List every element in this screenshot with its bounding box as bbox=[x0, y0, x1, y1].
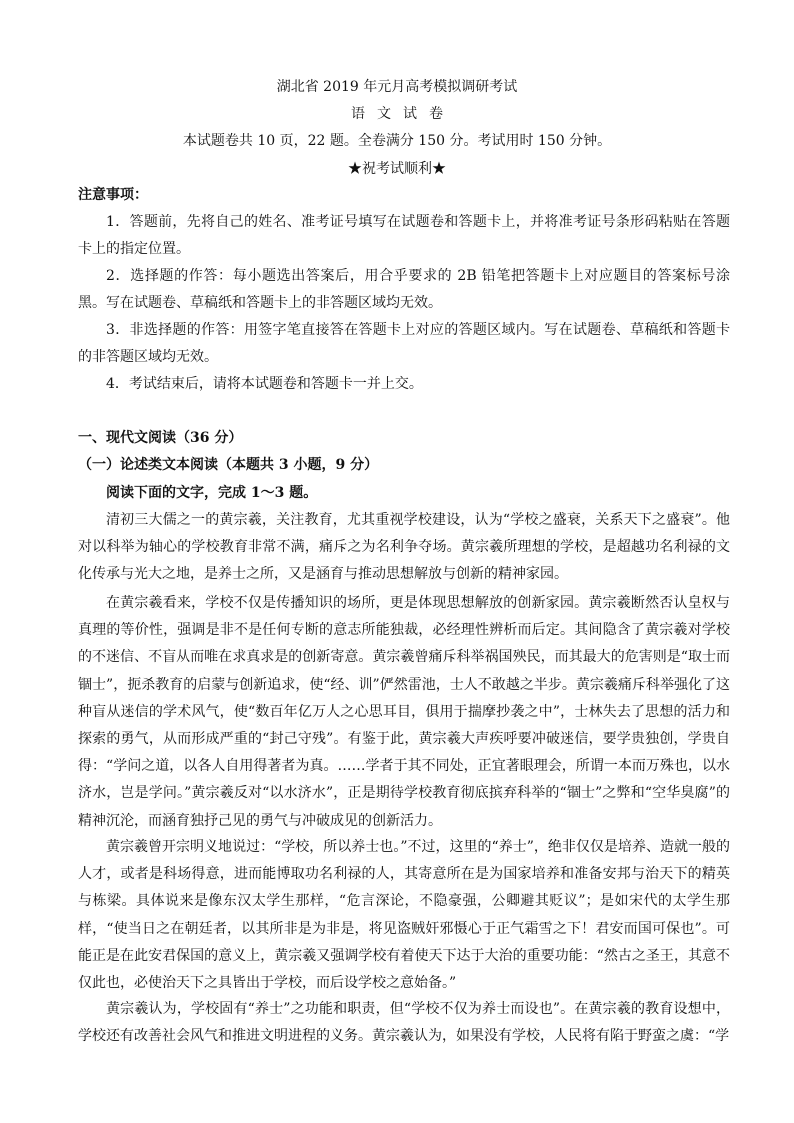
exam-title: 湖北省 2019 年元月高考模拟调研考试 bbox=[276, 79, 518, 95]
notice-heading: 注意事项： bbox=[78, 187, 148, 203]
exam-info: 本试题卷共 10 页，22 题。全卷满分 150 分。考试用时 150 分钟。 bbox=[182, 133, 612, 149]
notice-item-1: 1．答题前，先将自己的姓名、准考证号填写在试题卷和答题卡上，并将准考证号条形码粘贴在答题卡上的指定位置。 bbox=[78, 214, 730, 258]
notice-item-3: 3．非选择题的作答：用签字笔直接答在答题卡上对应的答题区域内。写在试题卷、草稿纸和答题卡的非答题区域均无效。 bbox=[78, 322, 730, 366]
passage-paragraph-4: 黄宗羲认为，学校固有“养士”之功能和职责，但“学校不仅为养士而设也”。在黄宗羲的教育设想中，学校还有改善社会风气和推进文明进程的义务。黄宗羲认为，如果没有学校，人民将有陷于野蛮之虞：“学 bbox=[78, 1001, 730, 1045]
exam-subject: 语文试卷 bbox=[351, 106, 455, 122]
reading-instruction: 阅读下面的文字，完成 1～3 题。 bbox=[106, 485, 318, 501]
section-title: 一、现代文阅读（36 分） bbox=[78, 430, 243, 446]
passage-paragraph-1: 清初三大儒之一的黄宗羲，关注教育，尤其重视学校建设，认为“学校之盛衰，关系天下之盛衰”。他对以科举为轴心的学校教育非常不满，痛斥之为名利争夺场。黄宗羲所理想的学校，是超越功名利禄的文化传承与光大之地，是养士之所，又是涵育与推动思想解放与创新的精神家园。 bbox=[78, 512, 730, 583]
notice-item-4: 4．考试结束后，请将本试题卷和答题卡一并上交。 bbox=[106, 376, 423, 392]
exam-wish: ★祝考试顺利★ bbox=[348, 161, 446, 177]
passage-paragraph-2: 在黄宗羲看来，学校不仅是传播知识的场所，更是体现思想解放的创新家园。黄宗羲断然否认皇权与真理的等价性，强调是非不是任何专断的意志所能独裁，必经理性辨析而后定。其间隐含了黄宗羲对学校的不迷信、不盲从而唯在求真求是的创新寄意。黄宗羲曾痛斥科举祸国殃民，而其最大的危害则是“取士而锢士”，扼杀教育的启蒙与创新追求，使“经、训”俨然雷池，士人不敢越之半步。黄宗羲痛斥科举强化了这种盲从迷信的学术风气，使“数百年亿万人之心思耳目，俱用于揣摩抄袭之中”，士林失去了思想的活力和探索的勇气，从而形成严重的“封己守残”。有鉴于此，黄宗羲大声疾呼要冲破迷信，要学贵独创，学贵自得：“学问之道，以各人自用得著者为真。……学者于其不同处，正宜著眼理会，所谓一本而万殊也，以水济水，岂是学问。”黄宗羲反对“以水济水”，正是期待学校教育彻底摈弃科举的“锢士”之弊和“空华臭腐”的精神沉沦，而涵育独抒己见的勇气与冲破成见的创新活力。 bbox=[78, 595, 730, 829]
notice-item-2: 2．选择题的作答：每小题选出答案后，用合乎要求的 2B 铅笔把答题卡上对应题目的答案标号涂黑。写在试题卷、草稿纸和答题卡上的非答题区域均无效。 bbox=[78, 268, 730, 312]
passage-paragraph-3: 黄宗羲曾开宗明义地说过：“学校，所以养士也。”不过，这里的“养士”，绝非仅仅是培养、造就一般的人才，或者是科场得意，进而能博取功名利禄的人，其寄意所在是为国家培养和准备安邦与治天下的精英与栋梁。具体说来是像东汉太学生那样，“危言深论，不隐豪强，公卿避其贬议”；是如宋代的太学生那样，“使当日之在朝廷者，以其所非是为非是，将见盗贼奸邪慑心于正气霜雪之下！君安而国可保也”。可能正是在此安君保国的意义上，黄宗羲又强调学校有着使天下达于大治的重要功能：“然古之圣王，其意不仅此也，必使治天下之具皆出于学校，而后设学校之意始备。” bbox=[78, 839, 730, 992]
section-subtitle: （一）论述类文本阅读（本题共 3 小题，9 分） bbox=[78, 457, 379, 473]
